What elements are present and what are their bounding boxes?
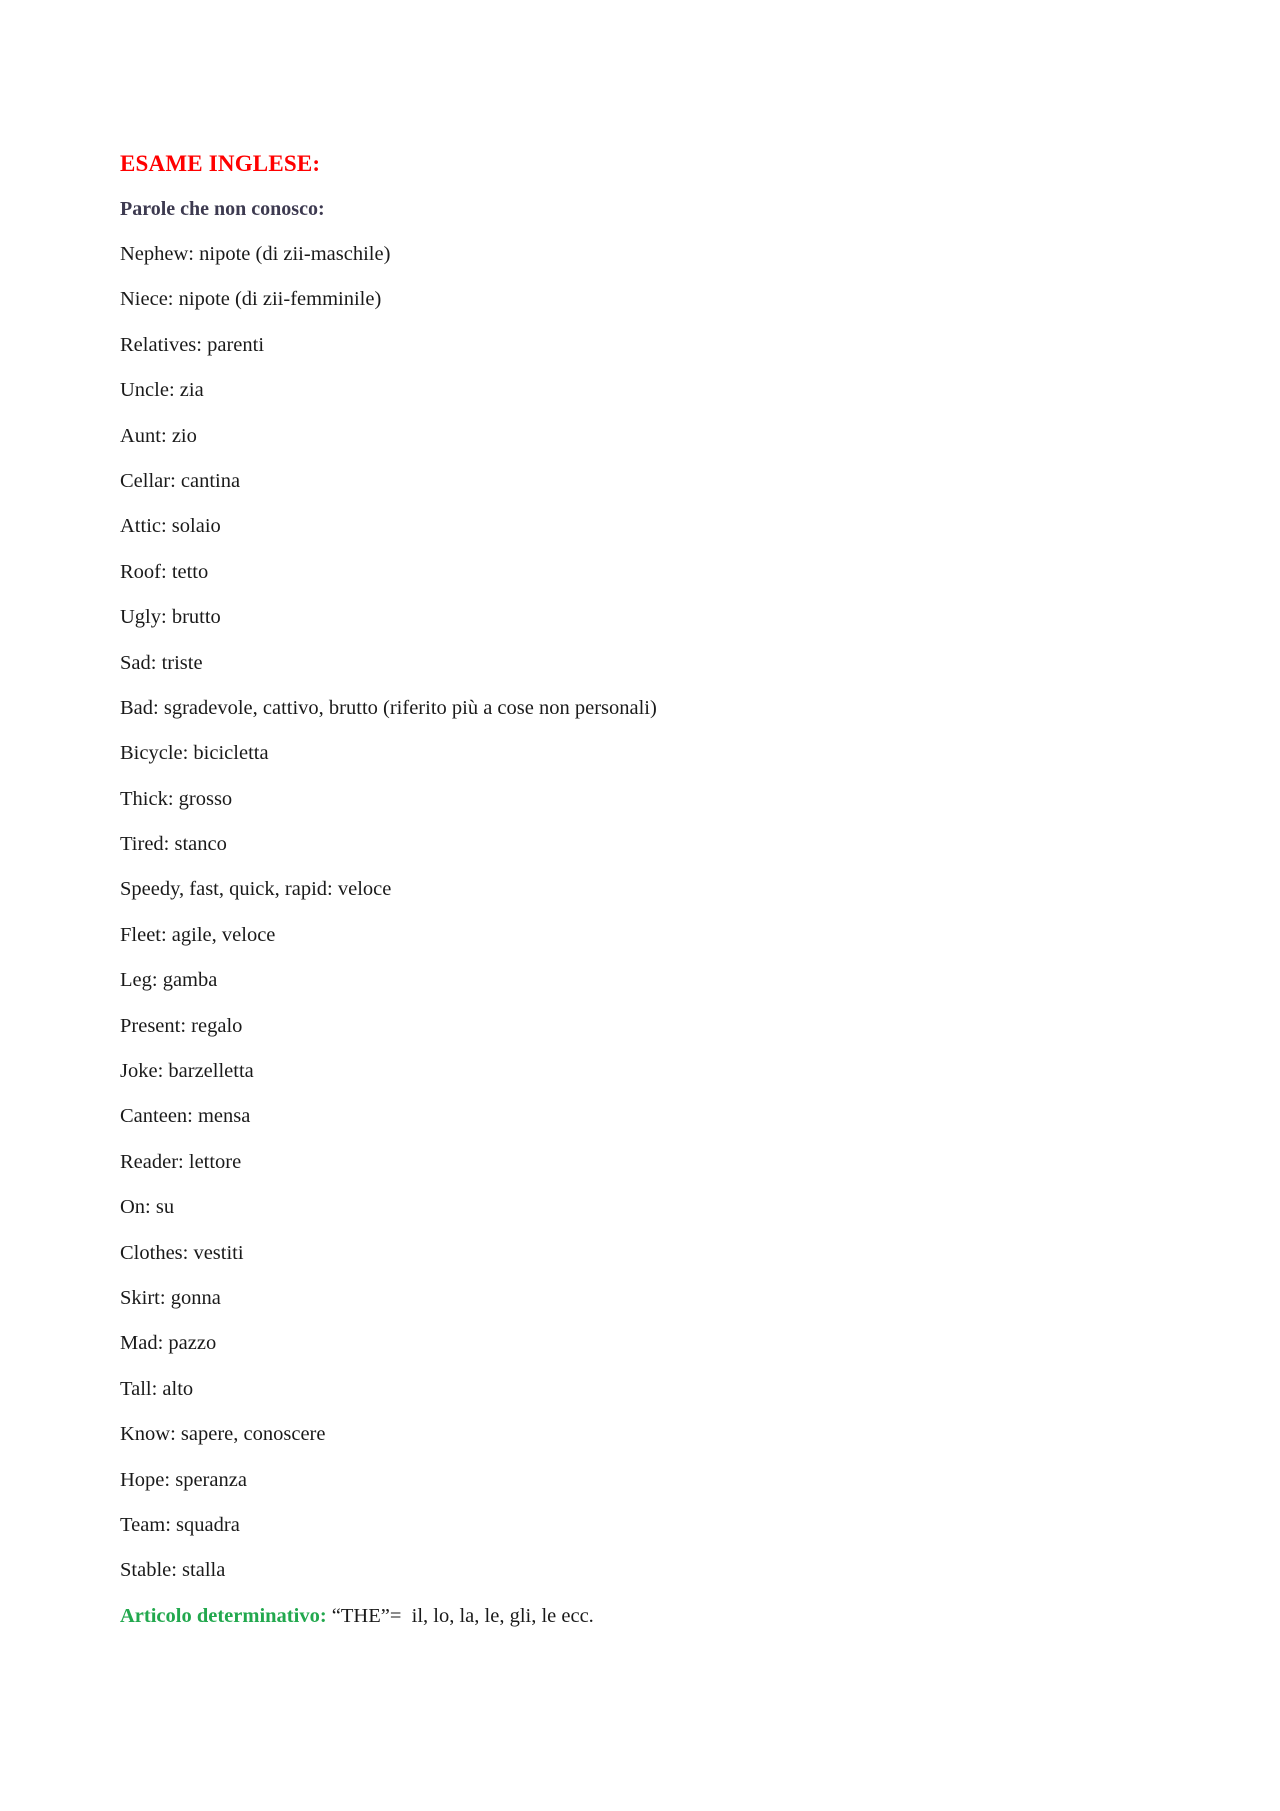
vocabulary-item: Clothes: vestiti xyxy=(120,1241,244,1264)
vocabulary-item: Know: sapere, conoscere xyxy=(120,1423,326,1446)
vocabulary-item: Thick: grosso xyxy=(120,787,233,810)
vocabulary-item: Bad: sgradevole, cattivo, brutto (riferito più a cose non personali) xyxy=(120,696,657,719)
vocabulary-item: Tall: alto xyxy=(120,1377,194,1400)
vocabulary-item: Joke: barzelletta xyxy=(120,1060,254,1083)
article-label: Articolo determinativo: xyxy=(120,1604,327,1627)
article-line xyxy=(120,1601,1160,1631)
vocabulary-item: Niece: nipote (di zii-femminile) xyxy=(120,288,382,311)
vocabulary-item: Present: regalo xyxy=(120,1014,243,1037)
vocabulary-item: Speedy, fast, quick, rapid: veloce xyxy=(120,878,392,901)
document-title: ESAME INGLESE: xyxy=(120,151,321,176)
vocabulary-item: Ugly: brutto xyxy=(120,606,221,629)
vocabulary-item: Hope: speranza xyxy=(120,1468,247,1491)
vocabulary-item: Roof: tetto xyxy=(120,560,209,583)
vocabulary-item: Reader: lettore xyxy=(120,1150,242,1173)
document-subtitle: Parole che non conosco: xyxy=(120,198,325,220)
vocabulary-item: Relatives: parenti xyxy=(120,333,265,356)
vocabulary-item: Canteen: mensa xyxy=(120,1105,251,1128)
vocabulary-item: Tired: stanco xyxy=(120,833,227,856)
vocabulary-item: Skirt: gonna xyxy=(120,1286,221,1309)
vocabulary-item: Nephew: nipote (di zii-maschile) xyxy=(120,243,391,265)
vocabulary-item: Fleet: agile, veloce xyxy=(120,923,276,946)
vocabulary-item: Team: squadra xyxy=(120,1513,240,1536)
vocabulary-item: Leg: gamba xyxy=(120,969,218,992)
vocabulary-item: Cellar: cantina xyxy=(120,469,241,492)
vocabulary-item: Mad: pazzo xyxy=(120,1332,217,1355)
vocabulary-list xyxy=(120,239,1160,1585)
vocabulary-item: On: su xyxy=(120,1196,175,1219)
document-body xyxy=(120,148,1160,1631)
vocabulary-item: Attic: solaio xyxy=(120,515,221,538)
vocabulary-item: Sad: triste xyxy=(120,651,203,674)
vocabulary-item: Bicycle: bicicletta xyxy=(120,742,269,765)
vocabulary-item: Aunt: zio xyxy=(120,424,197,447)
article-text: “THE”= il, lo, la, le, gli, le ecc. xyxy=(326,1604,594,1627)
vocabulary-item: Stable: stalla xyxy=(120,1559,226,1582)
vocabulary-item: Uncle: zia xyxy=(120,379,204,402)
